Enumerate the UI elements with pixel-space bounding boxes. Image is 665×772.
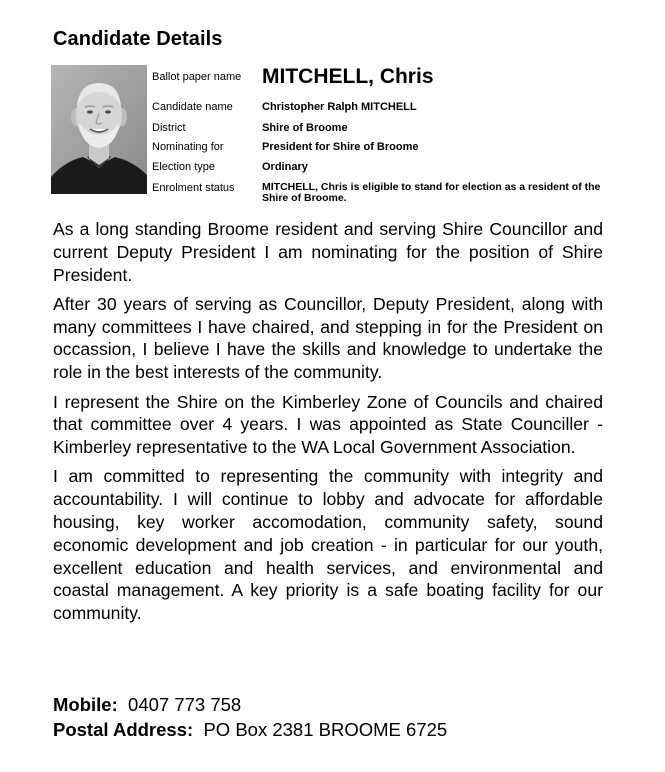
- postal-line: [53, 717, 447, 742]
- statement-paragraph: As a long standing Broome resident and serving Shire Councillor and current Deputy President I am nominating for the position of Shire President.: [53, 219, 603, 285]
- nominating-value: President for Shire of Broome: [262, 141, 419, 153]
- postal-value: PO Box 2381 BROOME 6725: [203, 719, 448, 740]
- nominating-label: Nominating for: [152, 141, 224, 153]
- name-label: Candidate name: [152, 101, 233, 113]
- district-value: Shire of Broome: [262, 122, 348, 134]
- enrolment-label: Enrolment status: [152, 182, 235, 194]
- mobile-line: [53, 692, 447, 717]
- page-title: Candidate Details: [53, 28, 223, 50]
- ballot-value-row: [152, 65, 612, 89]
- candidate-photo: [51, 65, 147, 194]
- statement-paragraph: After 30 years of serving as Councillor, Deputy President, along with many committees I have chaired, and stepping in for the President on occassion, I believe I have the skills and knowledge to undertake the role in the best interests of the community.: [53, 293, 603, 383]
- name-value: Christopher Ralph MITCHELL: [262, 101, 417, 113]
- candidate-statement: [53, 218, 603, 632]
- portrait-icon: [51, 65, 147, 194]
- ballot-name-value: MITCHELL, Chris: [262, 65, 434, 88]
- district-label: District: [152, 122, 186, 134]
- statement-paragraph: I am committed to representing the community with integrity and accountability. I will continue to lobby and advocate for affordable housing, key worker accomodation, community safety, sound economic development and job creation - in particular for our youth, excellent education and health services, and environmental and coastal management. A key priority is a safe boating facility for our community.: [53, 466, 603, 624]
- election-value: Ordinary: [262, 161, 308, 173]
- ballot-label: Ballot paper name: [152, 71, 242, 83]
- statement-paragraph: I represent the Shire on the Kimberley Zone of Councils and chaired that committee over 4 years. I was appointed as State Counciller - Kimberley representative to the WA Local Government Association.: [53, 391, 603, 458]
- postal-label: Postal Address:: [53, 719, 194, 740]
- mobile-value: 0407 773 758: [128, 694, 242, 715]
- election-label: Election type: [152, 161, 215, 173]
- mobile-label: Mobile:: [53, 694, 118, 715]
- enrolment-value: MITCHELL, Chris is eligible to stand for election as a resident of the Shire of Broome.: [262, 181, 601, 204]
- contact-info: [53, 692, 447, 742]
